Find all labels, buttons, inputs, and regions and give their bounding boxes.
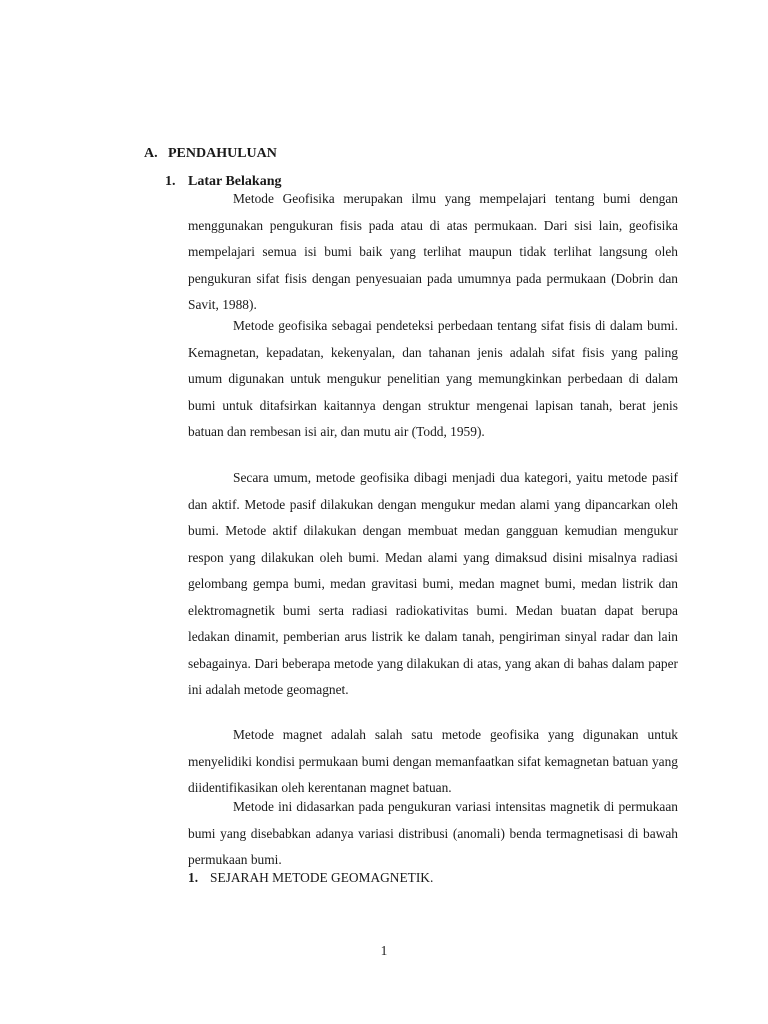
history-number: 1.	[188, 870, 199, 885]
paragraph-1: Metode Geofisika merupakan ilmu yang mempelajari tentang bumi dengan menggunakan pengukuran fisis pada atau di atas permukaan. Dari sisi lain, geofisika mempelajari semua isi bumi baik yang terlihat maupun tidak terlihat langsung oleh pengukuran sifat fisis dengan penyesuaian pada umumnya pada permukaan (Dobrin dan Savit, 1988).	[188, 191, 678, 312]
subsection-number: 1.	[165, 174, 176, 189]
section-title: PENDAHULUAN	[168, 146, 277, 161]
history-heading	[188, 870, 433, 886]
page-number: 1	[380, 943, 388, 958]
section-heading	[144, 146, 277, 162]
paragraph-5: Metode ini didasarkan pada pengukuran variasi intensitas magnetik di permukaan bumi yang disebabkan adanya variasi distribusi (anomali) benda termagnetisasi di bawah permukaan bumi.	[188, 799, 678, 867]
section-number: A.	[144, 146, 158, 161]
paragraph-2: Metode geofisika sebagai pendeteksi perbedaan tentang sifat fisis di dalam bumi. Kemagnetan, kepadatan, kekenyalan, dan tahanan jenis adalah sifat fisis yang paling umum digunakan untuk mengukur penelitian yang memungkinkan perbedaan di dalam bumi untuk ditafsirkan kaitannya dengan struktur mengenai lapisan tanah, berat jenis batuan dan rembesan isi air, dan mutu air (Todd, 1959).	[188, 318, 678, 439]
paragraph-4: Metode magnet adalah salah satu metode geofisika yang digunakan untuk menyelidiki kondisi permukaan bumi dengan memanfaatkan sifat kemagnetan batuan yang diidentifikasikan oleh kerentanan magnet batuan.	[188, 727, 678, 795]
history-title: SEJARAH METODE GEOMAGNETIK.	[210, 870, 434, 885]
subsection-title: Latar Belakang	[188, 174, 282, 189]
paragraph-3: Secara umum, metode geofisika dibagi menjadi dua kategori, yaitu metode pasif dan aktif. Metode pasif dilakukan dengan mengukur medan alami yang dipancarkan oleh bumi. Metode aktif dilakukan dengan membuat medan gangguan kemudian mengukur respon yang dilakukan oleh bumi. Medan alami yang dimaksud disini misalnya radiasi gelombang gempa bumi, medan gravitasi bumi, medan magnet bumi, medan listrik dan elektromagnetik bumi serta radiasi radiokativitas bumi. Medan buatan dapat berupa ledakan dinamit, pemberian arus listrik ke dalam tanah, pengiriman sinyal radar dan lain sebagainya. Dari beberapa metode yang dilakukan di atas, yang akan di bahas dalam paper ini adalah metode geomagnet.	[188, 470, 678, 697]
